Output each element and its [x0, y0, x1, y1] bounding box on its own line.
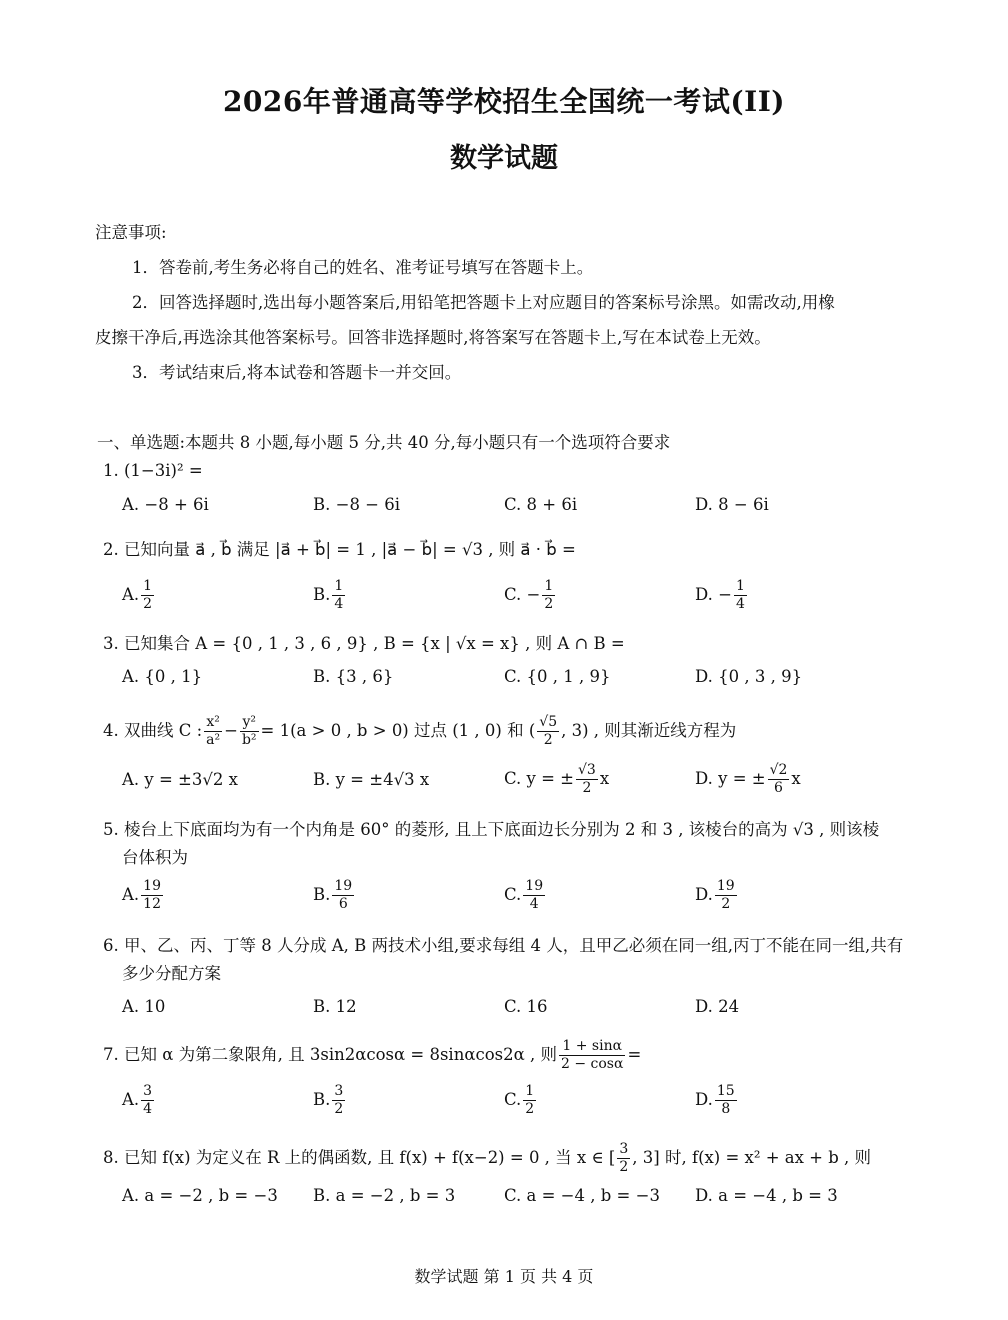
q3-option-b: B. {3 , 6}	[313, 667, 394, 686]
q2-option-a: A. $\frac{1}{2}$	[122, 578, 153, 612]
q2-option-b: B. $\frac{1}{4}$	[313, 578, 344, 612]
question-1-stem: 1. (1−3i)² =	[103, 461, 203, 480]
exam-title: 2026年普通高等学校招生全国统一考试(II)	[222, 85, 786, 118]
q4-option-c: C. y = ± $\frac{√3}{2}$ x	[504, 762, 610, 796]
q6-option-a: A. 10	[122, 997, 166, 1016]
question-8-stem: 8. 已知 f(x) 为定义在 R 上的偶函数, 且 f(x) + f(x−2) = 0 , 当 x ∈ [ $\frac{3}{2}$ , 3] 时, f(x) = x² + ax + b , 则	[103, 1141, 872, 1175]
note-item-3: 3．考试结束后,将本试卷和答题卡一并交回。	[132, 363, 462, 382]
q1-option-c: C. 8 + 6i	[504, 495, 578, 514]
page-footer: 数学试题 第 1 页 共 4 页	[414, 1267, 594, 1286]
q1-option-b: B. −8 − 6i	[313, 495, 401, 514]
question-4-stem: 4. 双曲线 C : $\frac{\text{x²}}{\text{a²}}$ − $\frac{\text{y²}}{\text{b²}}$ = 1(a > 0 , b > 0) 过点 (1 , 0) 和 ( $\frac{√5}{2}$ , 3) , 则其渐近线方程为	[103, 714, 737, 748]
q3-option-a: A. {0 , 1}	[122, 667, 203, 686]
q6-option-d: D. 24	[695, 997, 740, 1016]
exam-subtitle: 数学试题	[450, 143, 558, 174]
question-6-stem-line1: 6. 甲、乙、丙、丁等 8 人分成 A, B 两技术小组,要求每组 4 人，且甲乙必须在同一组,丙丁不能在同一组,共有	[103, 936, 904, 955]
q1-option-a: A. −8 + 6i	[122, 495, 209, 514]
q4-option-a: A. y = ±3√2 x	[122, 770, 238, 789]
q3-option-d: D. {0 , 3 , 9}	[695, 667, 803, 686]
q1-option-d: D. 8 − 6i	[695, 495, 769, 514]
q8-option-a: A. a = −2 , b = −3	[122, 1186, 278, 1205]
note-item-2a: 2．回答选择题时,选出每小题答案后,用铅笔把答题卡上对应题目的答案标号涂黑。如需改动,用橡	[132, 293, 835, 312]
note-item-2b: 皮擦干净后,再选涂其他答案标号。回答非选择题时,将答案写在答题卡上,写在本试卷上无效。	[95, 328, 771, 347]
q7-option-d: D. $\frac{15}{8}$	[695, 1083, 735, 1117]
q8-option-d: D. a = −4 , b = 3	[695, 1186, 838, 1205]
q5-option-a: A. $\frac{19}{12}$	[122, 878, 161, 912]
question-7-stem: 7. 已知 α 为第二象限角, 且 3sin2αcosα = 8sinαcos2α , 则 $\frac{1 + \sin\alpha}{2 - \cos\alpha}$ =	[103, 1038, 642, 1072]
q7-option-b: B. $\frac{3}{2}$	[313, 1083, 344, 1117]
q2-option-d: D. − $\frac{1}{4}$	[695, 578, 745, 612]
section-heading: 一、单选题:本题共 8 小题,每小题 5 分,共 40 分,每小题只有一个选项符合要求	[97, 433, 671, 452]
question-2-stem: 2. 已知向量 a⃗ , b⃗ 满足 |a⃗ + b⃗| = 1 , |a⃗ − b⃗| = √3 , 则 a⃗ · b⃗ =	[103, 540, 576, 559]
q8-option-b: B. a = −2 , b = 3	[313, 1186, 456, 1205]
q5-option-c: C. $\frac{19}{4}$	[504, 878, 544, 912]
q4-option-d: D. y = ± $\frac{√2}{6}$ x	[695, 762, 801, 796]
question-6-stem-line2: 多少分配方案	[122, 964, 221, 983]
q5-option-d: D. $\frac{19}{2}$	[695, 878, 735, 912]
notes-heading: 注意事项:	[95, 223, 167, 242]
q6-option-b: B. 12	[313, 997, 357, 1016]
q4-option-b: B. y = ±4√3 x	[313, 770, 430, 789]
q5-option-b: B. $\frac{19}{6}$	[313, 878, 353, 912]
q8-option-c: C. a = −4 , b = −3	[504, 1186, 660, 1205]
q2-option-c: C. − $\frac{1}{2}$	[504, 578, 554, 612]
note-item-1: 1．答卷前,考生务必将自己的姓名、准考证号填写在答题卡上。	[132, 258, 594, 277]
question-3-stem: 3. 已知集合 A = {0 , 1 , 3 , 6 , 9} , B = {x | √x = x} , 则 A ∩ B =	[103, 634, 625, 653]
q3-option-c: C. {0 , 1 , 9}	[504, 667, 611, 686]
question-5-stem-line1: 5. 棱台上下底面均为有一个内角是 60° 的菱形, 且上下底面边长分别为 2 和 3 , 该棱台的高为 √3 , 则该棱	[103, 820, 880, 839]
q7-option-c: C. $\frac{1}{2}$	[504, 1083, 535, 1117]
q6-option-c: C. 16	[504, 997, 548, 1016]
q7-option-a: A. $\frac{3}{4}$	[122, 1083, 153, 1117]
question-5-stem-line2: 台体积为	[122, 848, 188, 867]
